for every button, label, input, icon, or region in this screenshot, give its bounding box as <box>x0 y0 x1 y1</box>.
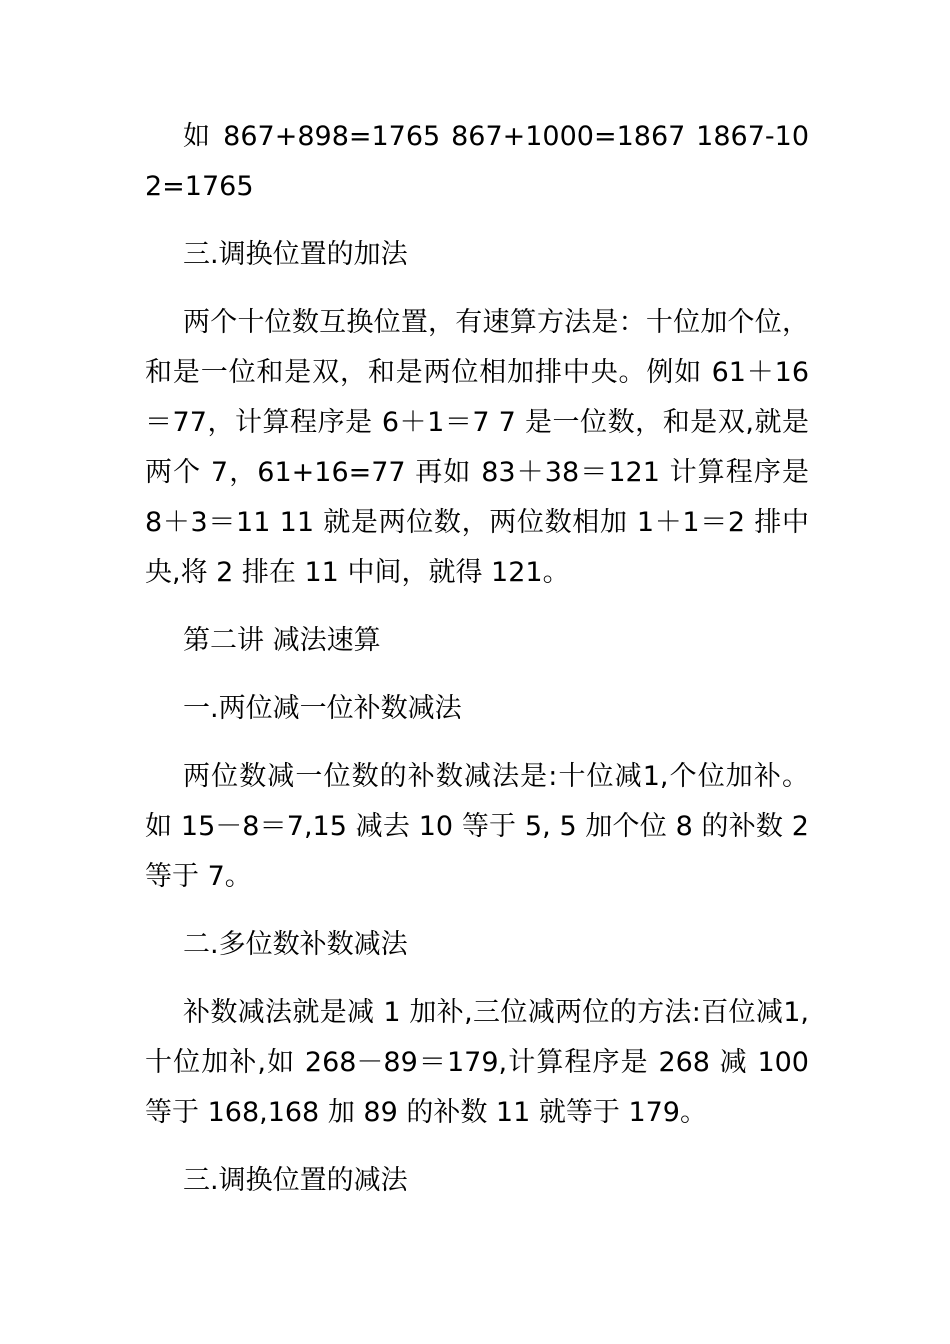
document-page <box>145 112 809 1206</box>
paragraph-swap-addition-method: 两个十位数互换位置，有速算方法是：十位加个位，和是一位和是双，和是两位相加排中央。例如 61＋16＝77，计算程序是 6＋1＝7 7 是一位数，和是双,就是两个 7，61+16=77 再如 83＋38＝121 计算程序是 8＋3＝11 11 就是两位数，两位数相加 1＋1＝2 排中央,将 2 排在 11 中间，就得 121。 <box>145 307 809 588</box>
paragraph-example-addition: 如 867+898=1765 867+1000=1867 1867-102=1765 <box>145 121 809 202</box>
spacer <box>145 734 809 752</box>
spacer <box>145 902 809 920</box>
paragraph-multi-digit-method: 补数减法就是减 1 加补,三位减两位的方法:百位减1,十位加补,如 268－89＝179,计算程序是 268 减 100 等于 168,168 加 89 的补数 11 就等于 179。 <box>145 997 809 1128</box>
spacer <box>145 212 809 230</box>
spacer <box>145 970 809 988</box>
paragraph-complement-subtraction: 两位数减一位数的补数减法是:十位减1,个位加补。如 15－8＝7,15 减去 10 等于 5, 5 加个位 8 的补数 2 等于 7。 <box>145 761 809 892</box>
heading-two-minus-one-digit: 一.两位减一位补数减法 <box>183 693 462 724</box>
heading-swap-position-subtraction: 三.调换位置的减法 <box>183 1165 408 1196</box>
spacer <box>145 666 809 684</box>
heading-swap-position-addition: 三.调换位置的加法 <box>183 239 408 270</box>
spacer <box>145 1138 809 1156</box>
spacer <box>145 598 809 616</box>
spacer <box>145 280 809 298</box>
heading-lecture-two-subtraction: 第二讲 减法速算 <box>183 625 381 656</box>
heading-multi-digit-complement: 二.多位数补数减法 <box>183 929 408 960</box>
